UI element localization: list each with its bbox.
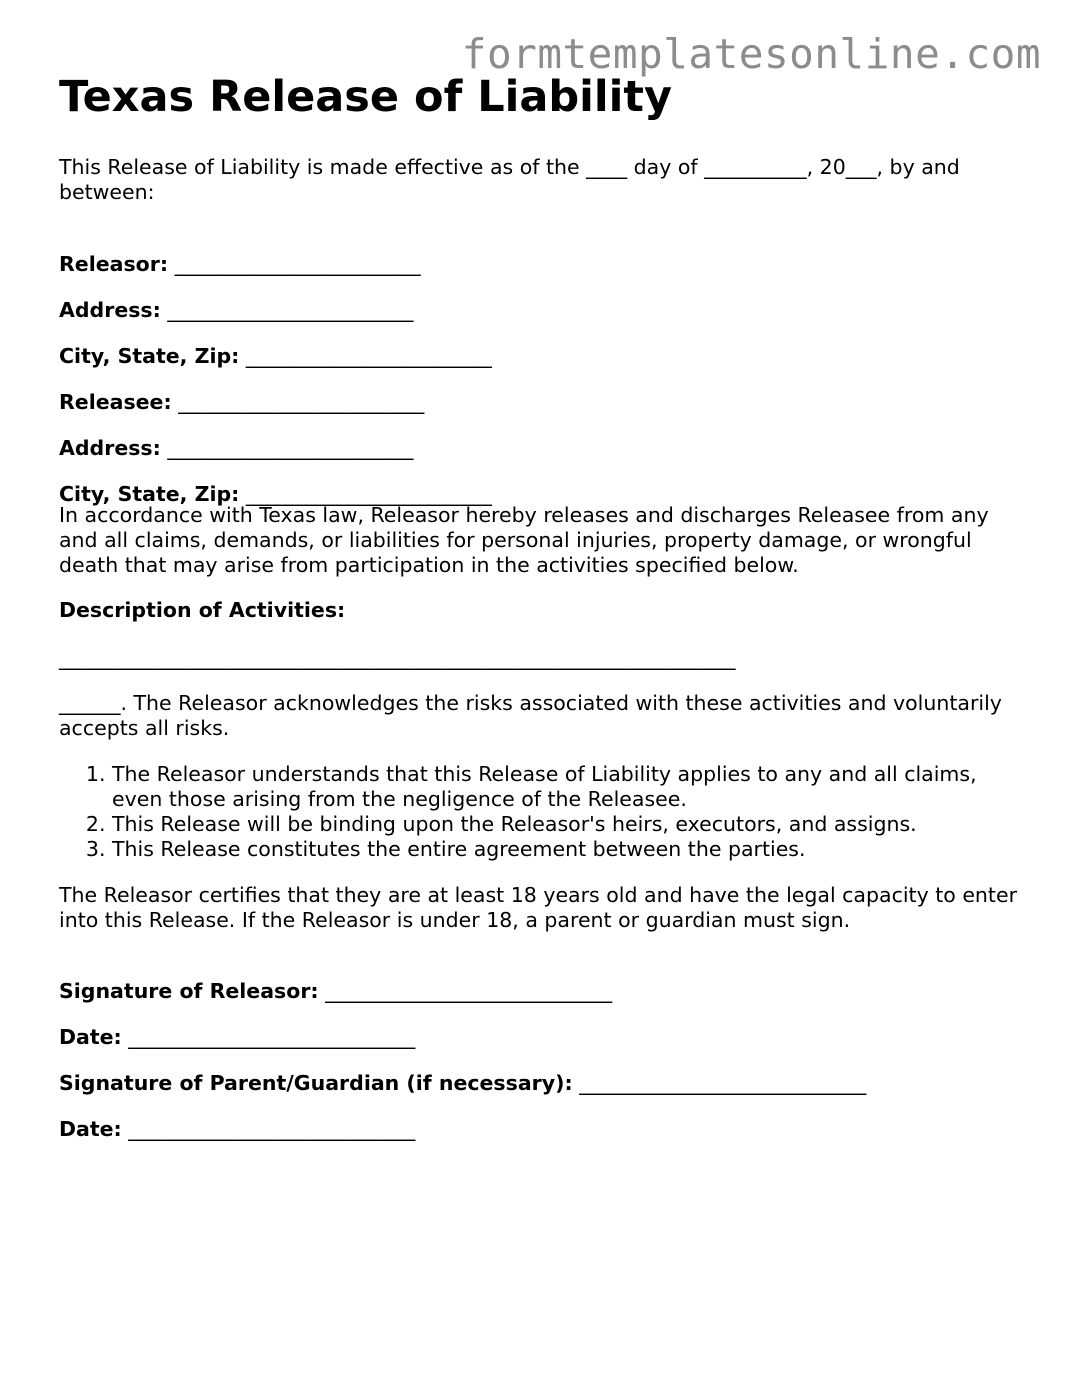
release-clause: In accordance with Texas law, Releasor hereby releases and discharges Releasee from any and all claims, demands, or liabilities for personal injuries, property damage, or wrongful death that may arise from participation in the activities specified below. — [59, 503, 996, 577]
activities-heading: Description of Activities: — [59, 598, 346, 622]
releasor-address-label: Address: — [59, 298, 161, 322]
certification-paragraph: The Releasor certifies that they are at least 18 years old and have the legal capacity to enter into this Release. If the Releasor is under 18, a parent or guardian must sign. — [59, 883, 1024, 932]
guardian-date-field[interactable] — [59, 1092, 415, 1142]
releasee-address-field[interactable] — [59, 411, 413, 461]
releasor-label: Releasor: — [59, 252, 169, 276]
releasor-blank[interactable]: ________________________ — [174, 252, 421, 276]
guardian-signature-field[interactable] — [59, 1046, 866, 1096]
acknowledgement-paragraph: ______. The Releasor acknowledges the risks associated with these activities and voluntarily accepts all risks. — [59, 691, 1009, 740]
term-item: 1. The Releasor understands that this Release of Liability applies to any and all claims, even those arising from the negligence of the Releasee. — [112, 762, 1024, 812]
releasee-address-blank[interactable]: ________________________ — [167, 436, 414, 460]
releasee-label: Releasee: — [59, 390, 172, 414]
releasee-address-label: Address: — [59, 436, 161, 460]
term-item: 2. This Release will be binding upon the Releasor's heirs, executors, and assigns. — [112, 812, 1024, 837]
watermark: formtemplatesonline.com — [461, 30, 1041, 78]
releasor-signature-label: Signature of Releasor: — [59, 979, 319, 1003]
releasor-city-blank[interactable]: ________________________ — [245, 344, 492, 368]
guardian-date-label: Date: — [59, 1117, 122, 1141]
page-title: Texas Release of Liability — [59, 72, 672, 122]
releasor-date-label: Date: — [59, 1025, 122, 1049]
releasee-city-field[interactable] — [59, 457, 492, 507]
activities-description-line[interactable]: __________________________________________________________________ — [59, 646, 736, 670]
terms-list — [59, 762, 1024, 862]
releasor-date-blank[interactable]: ____________________________ — [128, 1025, 416, 1049]
guardian-signature-label: Signature of Parent/Guardian (if necessary): — [59, 1071, 573, 1095]
releasor-date-field[interactable] — [59, 1000, 415, 1050]
releasor-field[interactable] — [59, 227, 421, 277]
releasor-address-blank[interactable]: ________________________ — [167, 298, 414, 322]
releasor-city-field[interactable] — [59, 319, 492, 369]
releasee-city-blank[interactable]: ________________________ — [245, 482, 492, 506]
releasor-signature-field[interactable] — [59, 954, 612, 1004]
releasor-signature-blank[interactable]: ____________________________ — [325, 979, 613, 1003]
term-item: 3. This Release constitutes the entire agreement between the parties. — [112, 837, 1024, 862]
releasee-city-label: City, State, Zip: — [59, 482, 240, 506]
releasee-blank[interactable]: ________________________ — [178, 390, 425, 414]
releasor-city-label: City, State, Zip: — [59, 344, 240, 368]
releasee-field[interactable] — [59, 365, 424, 415]
guardian-date-blank[interactable]: ____________________________ — [128, 1117, 416, 1141]
intro-paragraph: This Release of Liability is made effective as of the ____ day of __________, 20___, by and between: — [59, 155, 967, 204]
guardian-signature-blank[interactable]: ____________________________ — [579, 1071, 867, 1095]
releasor-address-field[interactable] — [59, 273, 413, 323]
